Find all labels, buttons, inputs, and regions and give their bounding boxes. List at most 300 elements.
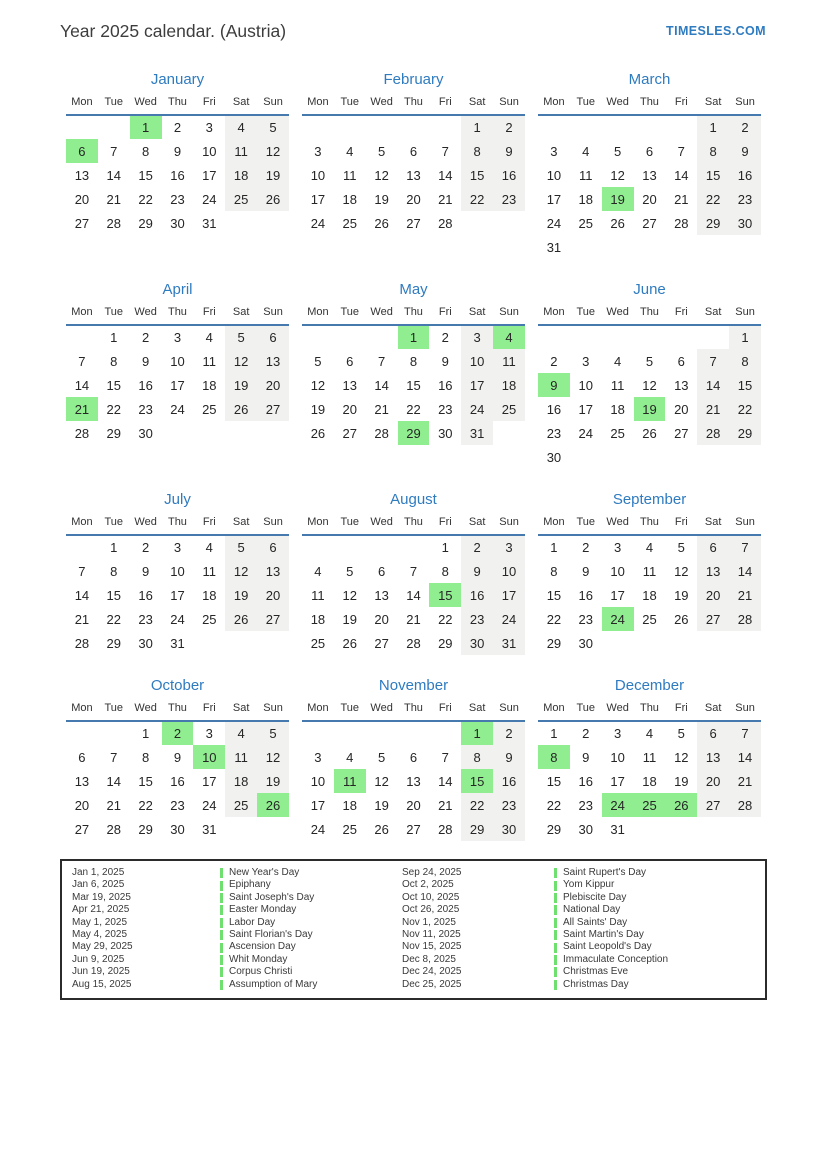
day-cell-empty [665,445,697,469]
day-cell: 29 [546,635,562,651]
holiday-name-text: Immaculate Conception [563,953,669,965]
day-cell: 21 [106,191,121,207]
day-cell: 17 [310,191,326,207]
day-cell: 13 [74,167,90,183]
week-row [66,769,289,793]
day-cell-empty [493,211,525,235]
day-cell-empty [66,325,98,349]
day-cell: 1 [110,330,118,345]
day-cell: 20 [74,797,90,813]
day-cell: 31 [202,215,217,231]
day-cell: 19 [310,401,326,417]
week-row [538,817,761,841]
day-cell: 21 [74,611,90,627]
weekday-header-fri: Fri [429,95,461,115]
month-april [66,281,289,469]
day-cell: 12 [257,139,289,163]
day-cell-empty [225,211,257,235]
calendar-grid [66,71,827,841]
month-table-august [302,515,525,655]
holiday-name-text: Plebiscite Day [563,891,627,903]
holiday-name [220,867,402,879]
day-cell: 6 [346,353,354,369]
day-cell: 27 [642,215,657,231]
day-cell: 20 [257,373,289,397]
weekday-header-sun: Sun [257,515,289,535]
day-cell: 14 [438,167,453,183]
day-cell-empty [665,631,697,655]
day-cell-empty [634,445,666,469]
day-cell: 21 [374,401,389,417]
day-cell: 31 [461,421,493,445]
week-row [538,373,761,397]
day-cell: 18 [642,587,657,603]
day-cell: 15 [429,583,461,607]
weekday-header-mon: Mon [302,515,334,535]
day-cell: 13 [257,559,289,583]
day-cell: 7 [110,749,118,765]
weekday-header-sat: Sat [461,701,493,721]
week-row [538,397,761,421]
day-cell: 4 [645,540,654,555]
holiday-date: Oct 2, 2025 [402,879,454,891]
weekday-header-row [302,701,525,721]
month-title-december[interactable]: December [614,677,685,694]
day-cell: 5 [677,726,685,741]
holiday-name [220,966,402,978]
day-cell: 5 [377,143,386,159]
week-row [302,187,525,211]
day-cell: 19 [374,191,389,207]
week-row [302,373,525,397]
day-cell: 3 [173,540,182,555]
day-cell: 11 [610,377,625,393]
holiday-date: May 1, 2025 [72,916,128,928]
day-cell: 6 [257,325,289,349]
day-cell-empty [366,535,398,559]
month-title-january[interactable]: January [150,71,205,88]
day-cell: 21 [66,397,98,421]
day-cell: 19 [674,773,689,789]
day-cell: 13 [674,377,689,393]
weekday-header-tue: Tue [570,515,602,535]
day-cell-empty [729,817,761,841]
site-logo-link[interactable]: TIMESLES.COM [666,24,766,38]
day-cell: 17 [202,773,217,789]
day-cell: 6 [257,535,289,559]
day-cell-empty [634,631,666,655]
day-cell: 22 [438,611,453,627]
weekday-header-row [66,701,289,721]
week-row [538,235,761,259]
holiday-marker [220,980,223,990]
week-row [66,421,289,445]
day-cell: 14 [106,773,121,789]
day-cell: 4 [613,353,622,369]
day-cell: 2 [141,540,150,555]
day-cell: 26 [257,793,289,817]
holiday-name [220,979,402,991]
day-cell-empty [429,115,461,139]
day-cell: 19 [634,397,666,421]
day-cell: 19 [225,373,257,397]
day-cell: 8 [550,563,558,579]
week-row [302,817,525,841]
day-cell: 7 [441,143,449,159]
holiday-name [220,929,402,941]
day-cell: 21 [729,769,761,793]
day-cell: 17 [170,377,185,393]
day-cell: 6 [697,721,729,745]
day-cell-empty [302,721,334,745]
day-cell-empty [493,421,525,445]
holiday-marker [220,967,223,977]
day-cell: 2 [441,330,449,345]
day-cell: 21 [438,191,453,207]
holiday-date: Jan 6, 2025 [72,879,125,891]
weekday-header-row [538,701,761,721]
day-cell-empty [334,115,366,139]
weekday-header-sat: Sat [461,95,493,115]
week-row [66,535,289,559]
day-cell: 26 [642,425,657,441]
weekday-header-tue: Tue [570,305,602,325]
weekday-header-fri: Fri [665,95,697,115]
day-cell: 2 [162,721,194,745]
day-cell: 27 [697,607,729,631]
day-cell: 29 [106,425,121,441]
month-january [66,71,289,259]
holiday-marker [220,918,223,928]
holiday-marker [220,868,223,878]
day-cell: 29 [546,821,562,837]
weekday-header-mon: Mon [538,305,570,325]
weekday-header-mon: Mon [66,515,98,535]
day-cell: 23 [170,191,185,207]
day-cell: 23 [493,793,525,817]
day-cell: 27 [74,215,90,231]
month-table-november [302,701,525,841]
day-cell: 18 [642,773,657,789]
day-cell: 16 [138,587,153,603]
holiday-date: Oct 10, 2025 [402,891,460,903]
weekday-header-tue: Tue [570,95,602,115]
day-cell: 18 [202,377,217,393]
day-cell: 22 [138,191,153,207]
weekday-header-thu: Thu [634,305,666,325]
day-cell-empty [302,115,334,139]
day-cell-empty [634,115,666,139]
day-cell: 1 [461,721,493,745]
month-title-october[interactable]: October [150,677,205,694]
day-cell: 1 [398,325,430,349]
day-cell: 20 [674,401,689,417]
day-cell: 24 [202,191,217,207]
holiday-date: Nov 1, 2025 [402,916,456,928]
day-cell-empty [461,211,493,235]
weekday-header-fri: Fri [429,701,461,721]
holiday-name [554,879,755,891]
day-cell: 19 [225,583,257,607]
month-title-november[interactable]: November [378,677,449,694]
day-cell: 28 [74,635,90,651]
day-cell: 20 [342,401,357,417]
day-cell: 11 [642,749,657,765]
month-title-june[interactable]: June [633,281,666,298]
day-cell: 20 [642,191,657,207]
weekday-header-tue: Tue [98,515,130,535]
day-cell: 22 [546,611,562,627]
day-cell: 9 [493,745,525,769]
day-cell-empty [193,631,225,655]
weekday-header-sat: Sat [697,701,729,721]
holiday-name-text: Saint Florian's Day [229,929,313,941]
day-cell: 12 [642,377,657,393]
month-table-july [66,515,289,655]
weekday-header-wed: Wed [602,701,634,721]
day-cell: 7 [729,535,761,559]
month-august [302,491,525,655]
day-cell: 24 [493,607,525,631]
day-cell: 5 [645,353,654,369]
holiday-marker [220,881,223,891]
day-cell-empty [98,115,130,139]
day-cell: 6 [409,143,418,159]
weekday-header-sat: Sat [697,515,729,535]
week-row [302,559,525,583]
weekday-header-thu: Thu [162,305,194,325]
weekday-header-sun: Sun [493,701,525,721]
day-cell: 16 [493,163,525,187]
day-cell-empty [697,631,729,655]
day-cell: 23 [170,797,185,813]
day-cell: 14 [406,587,421,603]
day-cell-empty [634,235,666,259]
weekday-header-sun: Sun [257,305,289,325]
day-cell: 11 [225,139,257,163]
week-row [66,325,289,349]
holiday-name [554,979,755,991]
day-cell-empty [634,325,666,349]
day-cell: 19 [674,587,689,603]
day-cell: 2 [141,330,150,345]
day-cell: 21 [106,797,121,813]
day-cell: 16 [461,583,493,607]
weekday-header-mon: Mon [66,95,98,115]
month-title-may[interactable]: May [399,281,428,298]
weekday-header-tue: Tue [98,305,130,325]
day-cell: 23 [138,401,153,417]
day-cell-empty [697,235,729,259]
week-row [302,607,525,631]
day-cell: 16 [170,773,185,789]
weekday-header-wed: Wed [366,305,398,325]
week-row [538,535,761,559]
day-cell: 18 [310,611,326,627]
day-cell: 25 [578,215,593,231]
day-cell: 5 [225,325,257,349]
day-cell: 22 [697,187,729,211]
day-cell-empty [366,721,398,745]
day-cell: 14 [438,773,453,789]
holiday-name [554,892,755,904]
weekday-header-sat: Sat [697,305,729,325]
month-title-september[interactable]: September [612,491,687,508]
weekday-header-sun: Sun [729,701,761,721]
weekday-header-row [66,95,289,115]
day-cell: 29 [729,421,761,445]
month-title-march[interactable]: March [628,71,671,88]
week-row [538,187,761,211]
day-cell-empty [570,235,602,259]
weekday-header-fri: Fri [193,305,225,325]
day-cell: 7 [677,143,685,159]
holiday-date: Mar 19, 2025 [72,891,131,903]
month-table-may [302,305,525,445]
day-cell: 19 [342,611,357,627]
weekday-header-thu: Thu [398,515,430,535]
day-cell: 25 [634,793,666,817]
day-cell: 16 [170,167,185,183]
day-cell: 22 [106,401,121,417]
week-row [302,583,525,607]
day-cell: 3 [461,325,493,349]
day-cell: 14 [729,559,761,583]
week-row [302,535,525,559]
day-cell: 13 [697,745,729,769]
day-cell: 9 [538,373,570,397]
day-cell: 30 [138,425,153,441]
day-cell: 27 [406,821,421,837]
day-cell: 9 [493,139,525,163]
weekday-header-sun: Sun [493,305,525,325]
day-cell-empty [334,325,366,349]
day-cell: 4 [225,721,257,745]
day-cell: 18 [225,769,257,793]
month-table-february [302,95,525,235]
day-cell: 13 [406,167,421,183]
weekday-header-tue: Tue [334,305,366,325]
holiday-marker [554,930,557,940]
week-row [66,187,289,211]
month-july [66,491,289,655]
day-cell: 18 [610,401,625,417]
day-cell: 3 [205,120,213,135]
month-title-july[interactable]: July [164,491,191,508]
week-row [302,631,525,655]
weekday-header-row [302,515,525,535]
weekday-header-fri: Fri [665,701,697,721]
day-cell: 23 [578,611,593,627]
day-cell: 1 [697,115,729,139]
day-cell: 11 [202,563,217,579]
holiday-marker [554,893,557,903]
weekday-header-sat: Sat [225,305,257,325]
day-cell: 28 [674,215,689,231]
day-cell: 2 [461,535,493,559]
holiday-marker [554,918,557,928]
week-row [538,721,761,745]
day-cell: 12 [257,745,289,769]
weekday-header-mon: Mon [538,515,570,535]
day-cell: 29 [138,821,153,837]
weekday-header-mon: Mon [538,95,570,115]
day-cell: 22 [138,797,153,813]
weekday-header-fri: Fri [665,515,697,535]
day-cell: 7 [697,349,729,373]
day-cell: 27 [257,607,289,631]
day-cell: 6 [409,749,418,765]
day-cell: 27 [342,425,357,441]
day-cell: 3 [493,535,525,559]
day-cell: 3 [613,540,622,555]
day-cell: 26 [257,187,289,211]
week-row [538,139,761,163]
day-cell: 20 [257,583,289,607]
week-row [538,211,761,235]
weekday-header-fri: Fri [665,305,697,325]
holiday-marker [554,955,557,965]
legend-row [72,892,755,904]
weekday-header-wed: Wed [130,515,162,535]
day-cell: 9 [173,143,182,159]
day-cell: 13 [342,377,357,393]
month-march [538,71,761,259]
day-cell: 2 [173,120,182,135]
day-cell: 25 [610,425,625,441]
week-row [302,769,525,793]
day-cell: 13 [74,773,90,789]
holiday-date: Dec 24, 2025 [402,966,462,978]
holiday-name-text: Assumption of Mary [229,978,318,990]
month-title-february[interactable]: February [383,71,444,88]
day-cell: 16 [578,773,593,789]
day-cell: 14 [697,373,729,397]
day-cell: 17 [493,583,525,607]
day-cell: 13 [642,167,657,183]
holiday-date: May 29, 2025 [72,941,133,953]
day-cell: 24 [578,425,593,441]
day-cell: 14 [74,587,90,603]
day-cell: 9 [729,139,761,163]
weekday-header-row [538,515,761,535]
day-cell: 9 [173,749,182,765]
day-cell: 20 [697,583,729,607]
week-row [302,211,525,235]
weekday-header-tue: Tue [334,701,366,721]
weekday-header-wed: Wed [130,305,162,325]
day-cell-empty [729,631,761,655]
weekday-header-sat: Sat [225,95,257,115]
week-row [66,817,289,841]
month-february [302,71,525,259]
day-cell: 18 [225,163,257,187]
month-title-april[interactable]: April [162,281,193,298]
holiday-marker [220,905,223,915]
day-cell: 11 [225,745,257,769]
month-title-august[interactable]: August [390,491,437,508]
day-cell: 1 [110,540,118,555]
day-cell: 16 [138,377,153,393]
day-cell-empty [366,325,398,349]
holiday-marker [554,868,557,878]
week-row [66,721,289,745]
weekday-header-thu: Thu [398,305,430,325]
day-cell: 20 [697,769,729,793]
week-row [66,793,289,817]
holiday-date: Dec 8, 2025 [402,953,456,965]
day-cell: 9 [582,749,590,765]
